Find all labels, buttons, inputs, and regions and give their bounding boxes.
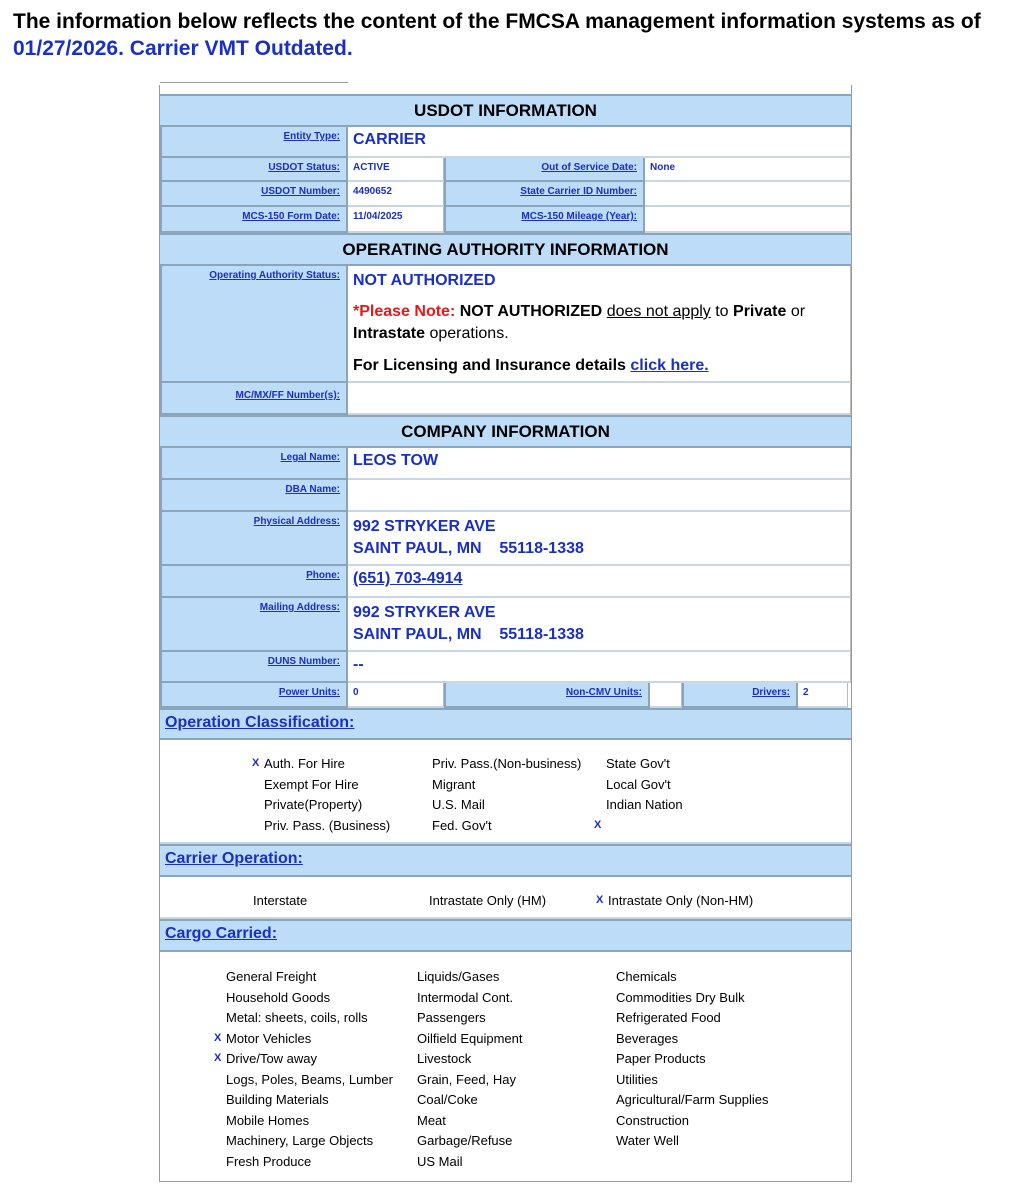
cargo-carried-header: Cargo Carried: [160, 919, 851, 952]
usdot-status-row [160, 158, 851, 182]
list-item: Priv. Pass. (Business) [264, 818, 391, 833]
snapshot-table [159, 85, 852, 1182]
checkmark-auth-for-hire: X [252, 757, 260, 769]
list-item: Drive/Tow away [226, 1051, 318, 1066]
physical-address-value: 992 STRYKER AVE SAINT PAUL, MN 55118-1338 [348, 512, 851, 566]
list-item: Household Goods [226, 990, 331, 1005]
state-carrier-id-label: State Carrier ID Number: [444, 182, 645, 207]
list-item: State Gov't [606, 756, 670, 771]
list-item: Passengers [417, 1010, 486, 1025]
list-item: Beverages [616, 1031, 679, 1046]
physical-address-row [160, 512, 851, 566]
list-item: Fed. Gov't [432, 818, 492, 833]
mcs150-row [160, 207, 851, 233]
page-banner [13, 8, 998, 62]
mailing-address-value: 992 STRYKER AVE SAINT PAUL, MN 55118-1338 [348, 598, 851, 652]
list-item: Agricultural/Farm Supplies [616, 1092, 769, 1107]
units-row [160, 683, 851, 708]
usdot-number-value: 4490652 [348, 182, 444, 207]
legal-name-label: Legal Name: [160, 448, 348, 480]
list-item: Construction [616, 1113, 689, 1128]
authority-status-cell [348, 266, 851, 383]
list-item: Oilfield Equipment [417, 1031, 523, 1046]
checkmark-motor-vehicles: X [214, 1032, 222, 1044]
usdot-status-value: ACTIVE [348, 158, 444, 182]
usdot-number-row [160, 182, 851, 207]
list-item: Migrant [432, 777, 476, 792]
mailing-address-label: Mailing Address: [160, 598, 348, 652]
cargo-carried-grid [160, 952, 851, 1180]
oos-date-value: None [645, 158, 851, 182]
list-item: Grain, Feed, Hay [417, 1072, 516, 1087]
licensing-link[interactable]: click here. [630, 357, 709, 374]
list-item: Priv. Pass.(Non-business) [432, 756, 582, 771]
authority-status-label: Operating Authority Status: [160, 266, 348, 383]
phone-row [160, 566, 851, 598]
list-item: Building Materials [226, 1092, 329, 1107]
list-item: Chemicals [616, 969, 677, 984]
phone-value-cell [348, 566, 851, 598]
banner-text: The information below reflects the content of the FMCSA management information systems as of [13, 10, 981, 33]
list-item: Water Well [616, 1133, 679, 1148]
list-item: Motor Vehicles [226, 1031, 312, 1046]
dba-row [160, 480, 851, 512]
mcs150-mileage-value [645, 207, 851, 233]
list-item: Liquids/Gases [417, 969, 500, 984]
list-item: Paper Products [616, 1051, 706, 1066]
legal-name-row [160, 448, 851, 480]
phone-link[interactable]: (651) 703-4914 [353, 570, 463, 587]
duns-value: -- [348, 652, 851, 683]
list-item: Machinery, Large Objects [226, 1133, 374, 1148]
list-item: Commodities Dry Bulk [616, 990, 745, 1005]
drivers-label: Drivers: [682, 683, 798, 708]
usdot-header: USDOT INFORMATION [160, 94, 851, 127]
mailing-address-row [160, 598, 851, 652]
authority-status-value: NOT AUTHORIZED [353, 272, 496, 289]
phone-label: Phone: [160, 566, 348, 598]
mcs150-mileage-label: MCS-150 Mileage (Year): [444, 207, 645, 233]
list-item: Coal/Coke [417, 1092, 478, 1107]
mc-number-value [348, 383, 851, 415]
physical-address-label: Physical Address: [160, 512, 348, 566]
mc-number-row [160, 383, 851, 415]
drivers-value: 2 [798, 683, 848, 708]
dba-value [348, 480, 851, 512]
usdot-number-label: USDOT Number: [160, 182, 348, 207]
list-item: Meat [417, 1113, 446, 1128]
company-header: COMPANY INFORMATION [160, 415, 851, 448]
list-item: US Mail [417, 1154, 463, 1169]
list-item: Private(Property) [264, 797, 363, 812]
list-item: General Freight [226, 969, 317, 984]
power-units-label: Power Units: [160, 683, 348, 708]
mcs150-date-value: 11/04/2025 [348, 207, 444, 233]
entity-type-value: CARRIER [348, 127, 851, 158]
mc-number-label: MC/MX/FF Number(s): [160, 383, 348, 415]
list-item: Livestock [417, 1051, 472, 1066]
authority-status-row [160, 266, 851, 383]
power-units-value: 0 [348, 683, 444, 708]
oos-date-label: Out of Service Date: [444, 158, 645, 182]
list-item: Local Gov't [606, 777, 671, 792]
legal-name-value: LEOS TOW [348, 448, 851, 480]
banner-status: Carrier VMT Outdated. [129, 37, 353, 60]
list-item: Logs, Poles, Beams, Lumber [226, 1072, 393, 1087]
checkmark-orphan: X [594, 819, 602, 831]
list-item: Exempt For Hire [264, 777, 359, 792]
authority-header: OPERATING AUTHORITY INFORMATION [160, 233, 851, 266]
entity-type-row [160, 127, 851, 158]
non-cmv-units-value [650, 683, 682, 708]
usdot-status-label: USDOT Status: [160, 158, 348, 182]
list-item: Mobile Homes [226, 1113, 310, 1128]
authority-note: *Please Note: NOT AUTHORIZED does not apply to Private or Intrastate operations. [353, 303, 806, 342]
list-item: Metal: sheets, coils, rolls [226, 1010, 368, 1025]
operation-classification-header: Operation Classification: [160, 708, 851, 740]
checkmark-intrastate-non-hm: X [596, 894, 604, 906]
duns-row [160, 652, 851, 683]
duns-label: DUNS Number: [160, 652, 348, 683]
list-item: Intrastate Only (Non-HM) [608, 893, 754, 908]
list-item: Intrastate Only (HM) [429, 893, 547, 908]
carrier-operation-grid [160, 877, 851, 919]
list-item: Intermodal Cont. [417, 990, 514, 1005]
state-carrier-id-value [645, 182, 851, 207]
list-item: U.S. Mail [432, 797, 485, 812]
licensing-line: For Licensing and Insurance details click here. [353, 357, 709, 374]
list-item: Interstate [253, 893, 308, 908]
list-item: Auth. For Hire [264, 756, 345, 771]
entity-type-label: Entity Type: [160, 127, 348, 158]
banner-date: 01/27/2026. [13, 37, 124, 60]
list-item: Garbage/Refuse [417, 1133, 513, 1148]
list-item: Indian Nation [606, 797, 683, 812]
does-not-apply-link[interactable]: does not apply [606, 303, 711, 320]
non-cmv-units-label: Non-CMV Units: [444, 683, 650, 708]
list-item: Refrigerated Food [616, 1010, 721, 1025]
dba-label: DBA Name: [160, 480, 348, 512]
list-item: Utilities [616, 1072, 658, 1087]
operation-classification-grid [160, 740, 851, 844]
divider [160, 82, 348, 83]
checkmark-drive-tow-away: X [214, 1052, 222, 1064]
mcs150-date-label: MCS-150 Form Date: [160, 207, 348, 233]
carrier-operation-header: Carrier Operation: [160, 844, 851, 877]
list-item: Fresh Produce [226, 1154, 312, 1169]
